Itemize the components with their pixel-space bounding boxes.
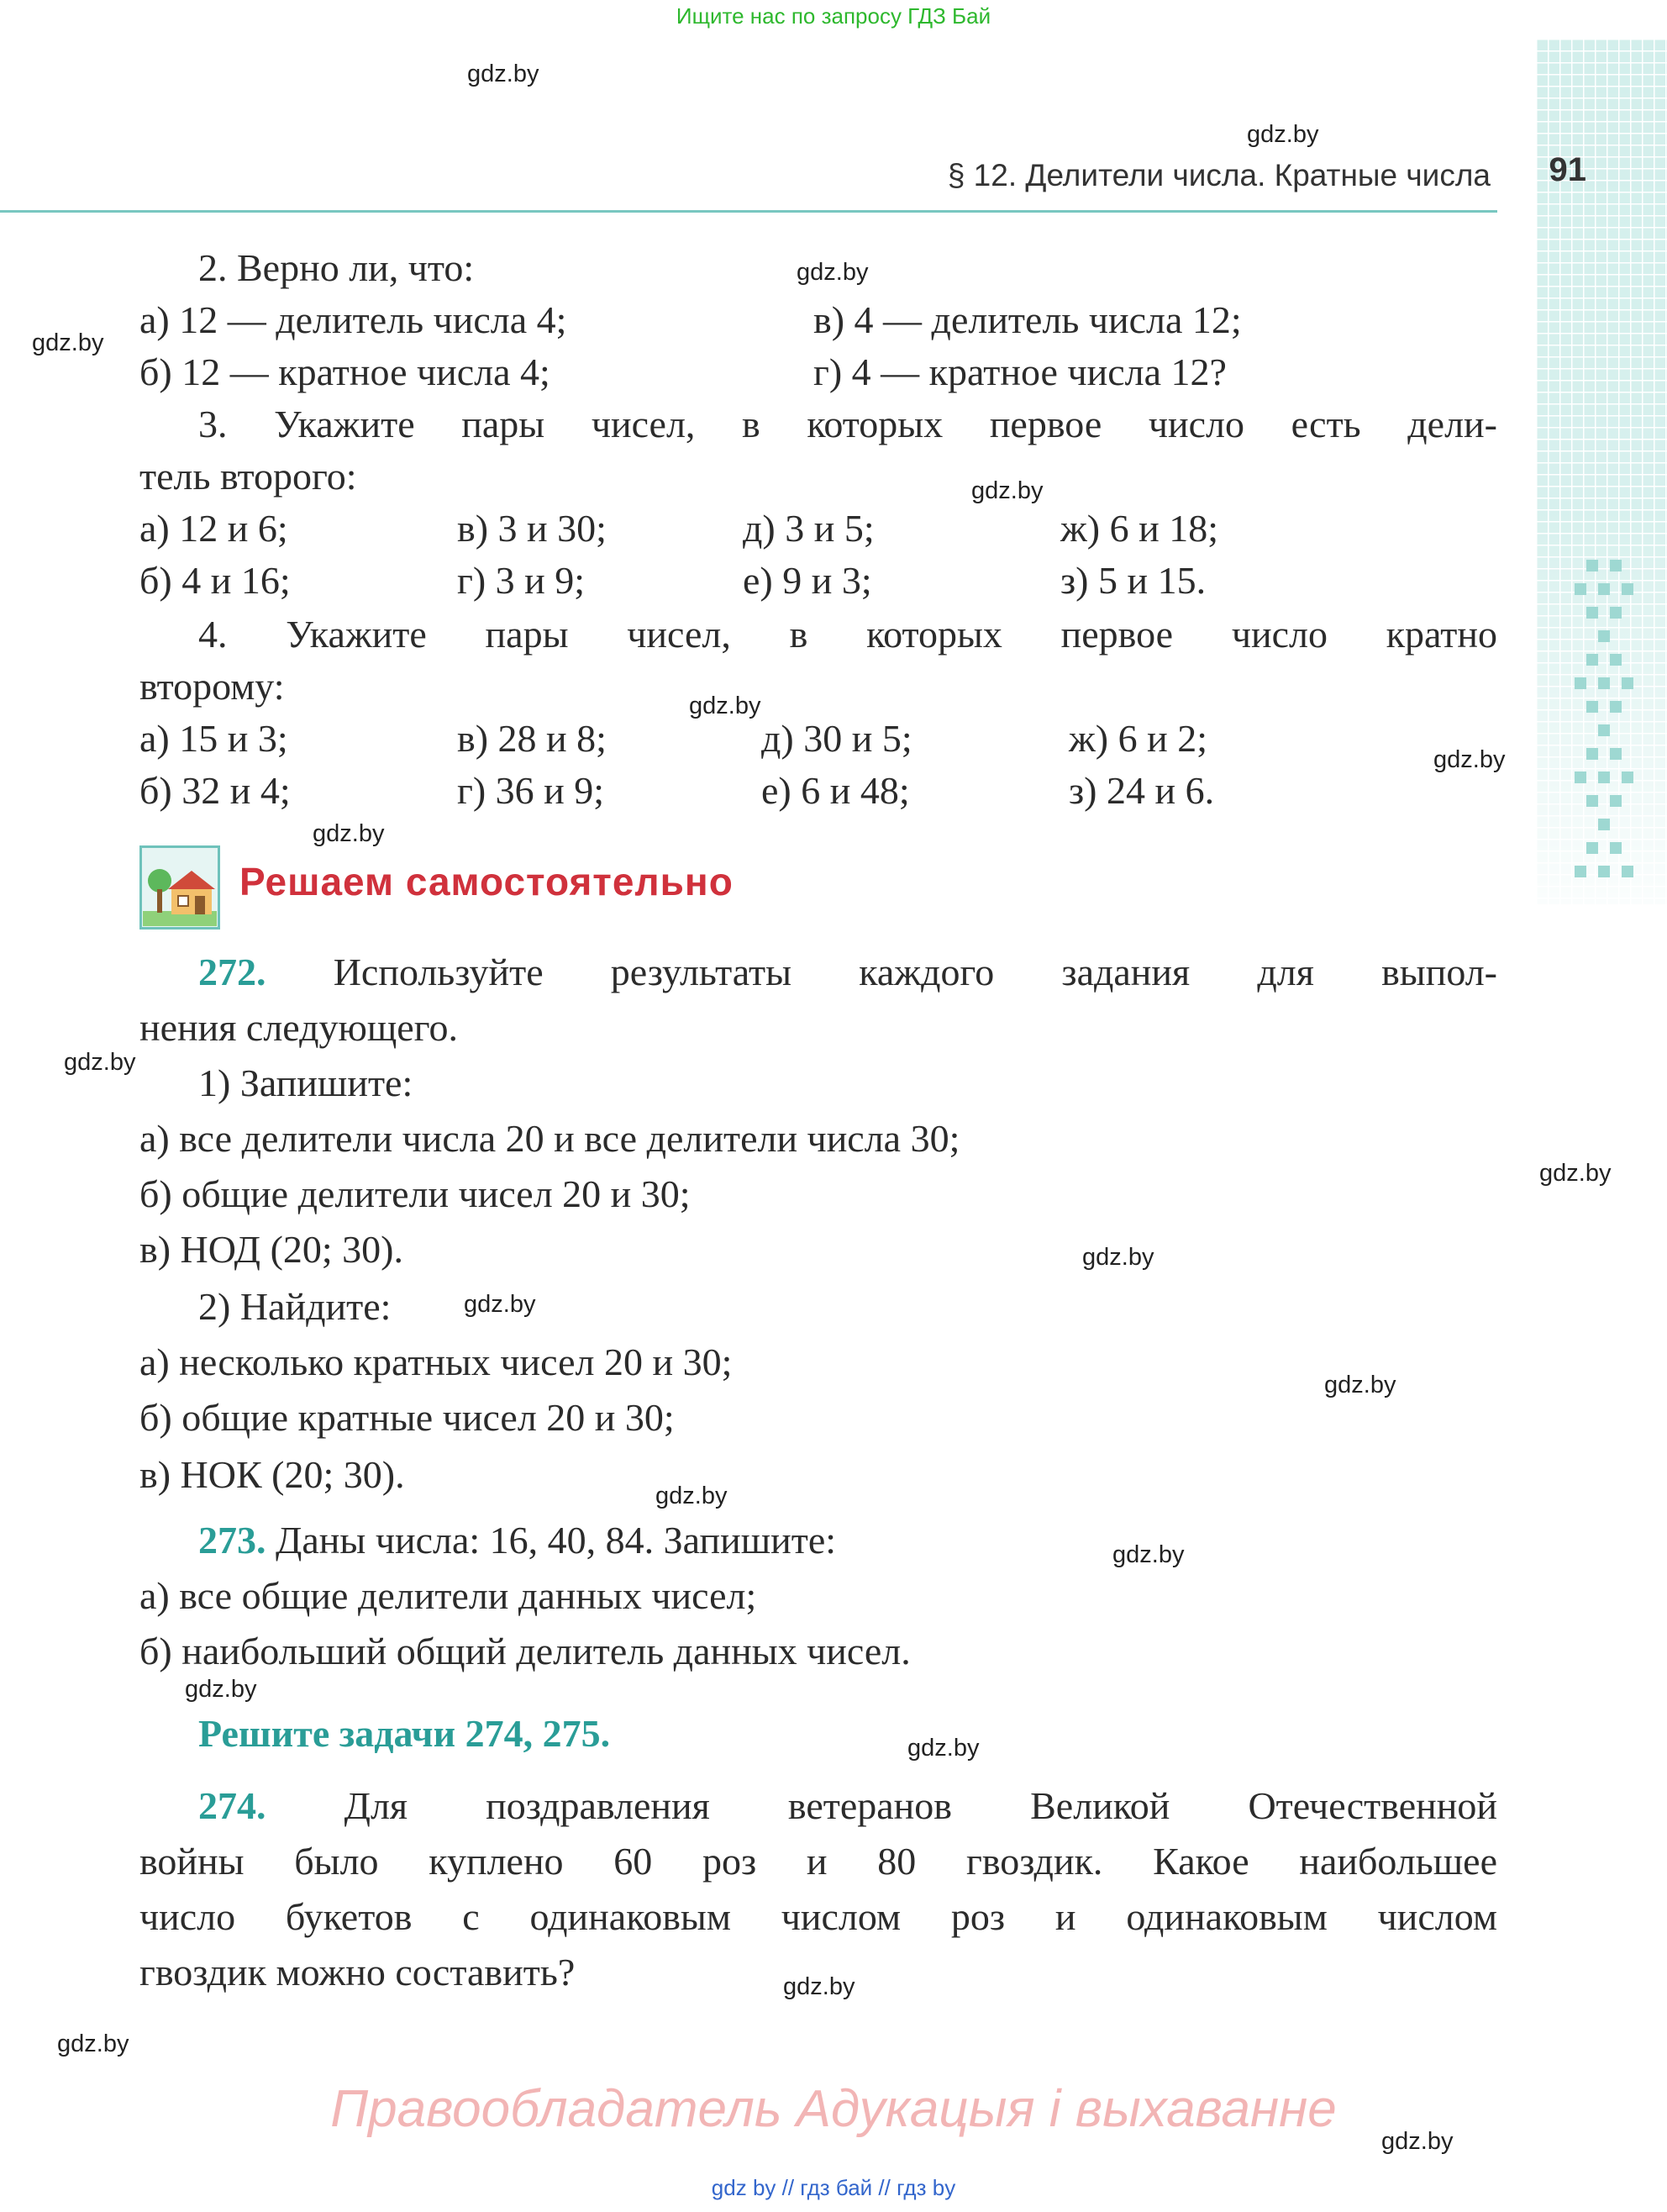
p272-sub-2a: а) несколько кратных чисел 20 и 30; (139, 1340, 733, 1383)
p272-sub-1b: б) общие делители чисел 20 и 30; (139, 1172, 691, 1215)
p274-line-4: гвоздик можно составить? (139, 1951, 576, 1993)
watermark: gdz.by (32, 329, 104, 356)
watermark: gdz.by (797, 259, 869, 286)
p274-line-1 (198, 1780, 1497, 1832)
watermark: gdz.by (464, 1291, 536, 1318)
section-title: Решаем самостоятельно (239, 860, 734, 903)
q2-title: 2. Верно ли, что: (198, 246, 475, 289)
watermark: gdz.by (467, 61, 539, 87)
watermark: gdz.by (313, 820, 385, 847)
p272-sub-1: 1) Запишите: (198, 1061, 413, 1104)
p273-text: Даны числа: 16, 40, 84. Запишите: (276, 1519, 837, 1562)
q3-option: ж) 6 и 18; (1060, 507, 1218, 550)
q3-line-1: 3. Укажите пары чисел, в которых первое число есть дели- (198, 403, 1497, 445)
q4-line-2: второму: (139, 665, 285, 708)
q3-option: д) 3 и 5; (743, 507, 875, 550)
header-divider (0, 210, 1497, 213)
q4-option: д) 30 и 5; (761, 717, 912, 760)
q4-option: в) 28 и 8; (457, 717, 607, 760)
top-ad-banner[interactable]: Ищите нас по запросу ГДЗ Бай (676, 3, 991, 29)
p272-line-1 (198, 946, 1497, 998)
watermark: gdz.by (1324, 1372, 1396, 1398)
watermark: gdz.by (971, 477, 1044, 504)
q2-item-b: б) 12 — кратное числа 4; (139, 350, 550, 393)
q3-option: г) 3 и 9; (457, 559, 586, 602)
chapter-header: § 12. Делители числа. Кратные числа (947, 158, 1491, 192)
q4-option: а) 15 и 3; (139, 717, 288, 760)
q3-option: з) 5 и 15. (1060, 559, 1207, 602)
p273-b: б) наибольший общий делитель данных чисел. (139, 1630, 911, 1672)
p273-line-1 (198, 1514, 1497, 1567)
q4-line-1: 4. Укажите пары чисел, в которых первое число кратно (198, 613, 1497, 656)
p272-sub-1v: в) НОД (20; 30). (139, 1228, 403, 1271)
p272-sub-2b: б) общие кратные чисел 20 и 30; (139, 1396, 675, 1439)
p272-sub-2: 2) Найдите: (198, 1285, 392, 1328)
copyright-notice: Правообладатель Адукацыя і выхаванне (330, 2080, 1337, 2138)
q4-option: ж) 6 и 2; (1069, 717, 1207, 760)
watermark: gdz.by (907, 1735, 980, 1762)
watermark: gdz.by (783, 1973, 855, 2000)
watermark: gdz.by (655, 1483, 728, 1509)
watermark: gdz.by (64, 1049, 136, 1076)
watermark: gdz.by (1433, 746, 1506, 773)
watermark: gdz.by (1082, 1244, 1154, 1271)
watermark: gdz.by (1247, 121, 1319, 148)
q3-option: в) 3 и 30; (457, 507, 607, 550)
problem-number: 273. (198, 1519, 266, 1562)
p272-line-2: нения следующего. (139, 1006, 458, 1049)
q4-option: е) 6 и 48; (761, 769, 910, 812)
q4-option: б) 32 и 4; (139, 769, 291, 812)
watermark: gdz.by (1112, 1541, 1185, 1568)
q4-option: з) 24 и 6. (1069, 769, 1215, 812)
q4-option: г) 36 и 9; (457, 769, 605, 812)
watermark: gdz.by (1381, 2128, 1454, 2155)
q2-item-v: в) 4 — делитель числа 12; (813, 298, 1242, 341)
watermark: gdz.by (689, 693, 761, 719)
p273-a: а) все общие делители данных чисел; (139, 1574, 757, 1617)
problem-number: 272. (198, 951, 266, 993)
solve-heading: Решите задачи 274, 275. (198, 1712, 611, 1755)
q3-option: а) 12 и 6; (139, 507, 288, 550)
p274-text: Для поздравления ветеранов Великой Отечественной (344, 1784, 1497, 1827)
p272-sub-2v: в) НОК (20; 30). (139, 1453, 405, 1496)
q3-option: е) 9 и 3; (743, 559, 872, 602)
watermark: gdz.by (185, 1676, 257, 1703)
p274-line-2: войны было куплено 60 роз и 80 гвоздик. Какое наибольшее (139, 1840, 1497, 1883)
house-icon (139, 845, 220, 930)
q3-line-2: тель второго: (139, 455, 357, 498)
bottom-links[interactable]: gdz by // гдз бай // гдз by (711, 2175, 956, 2200)
q3-option: б) 4 и 16; (139, 559, 291, 602)
p272-sub-1a: а) все делители числа 20 и все делители числа 30; (139, 1117, 960, 1160)
p274-line-3: число букетов с одинаковым числом роз и одинаковым числом (139, 1895, 1497, 1938)
p272-text: Используйте результаты каждого задания для выпол- (333, 951, 1497, 993)
page-number: 91 (1549, 151, 1586, 188)
watermark: gdz.by (57, 2030, 129, 2057)
watermark: gdz.by (1539, 1160, 1612, 1187)
q2-item-a: а) 12 — делитель числа 4; (139, 298, 567, 341)
q2-item-g: г) 4 — кратное числа 12? (813, 350, 1227, 393)
problem-number: 274. (198, 1784, 266, 1827)
